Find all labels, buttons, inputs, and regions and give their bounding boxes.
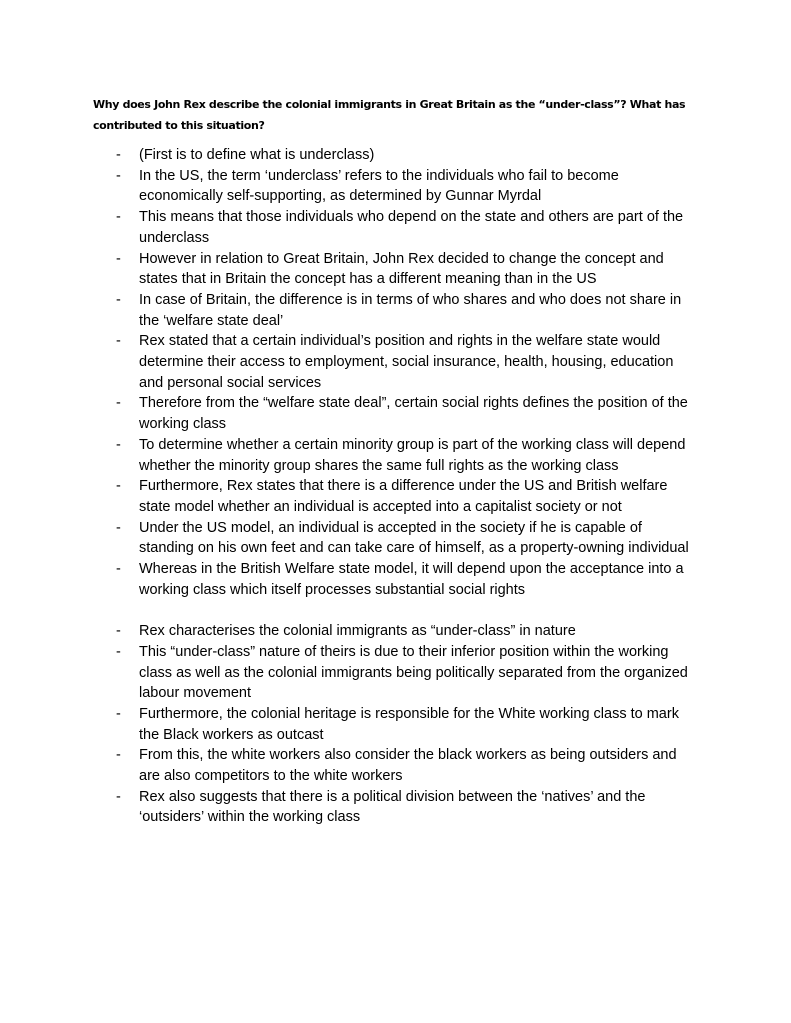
list-item-text: From this, the white workers also consider the black workers as being outsiders and are also competitors to the white workers <box>139 747 677 785</box>
list-item <box>0 249 699 290</box>
bullet-dash: - <box>116 747 121 764</box>
bullet-dash: - <box>116 333 121 350</box>
bullet-dash: - <box>116 436 121 453</box>
bullet-dash: - <box>116 519 121 536</box>
list-item <box>0 207 699 248</box>
list-item-text: Whereas in the British Welfare state model, it will depend upon the acceptance into a working class which itself processes substantial social rights <box>139 561 684 598</box>
list-item <box>0 476 699 517</box>
list-item-text: Therefore from the “welfare state deal”, certain social rights defines the position of the working class <box>139 395 688 433</box>
list-item <box>0 166 699 207</box>
bullet-dash: - <box>116 643 121 660</box>
list-item <box>0 745 699 786</box>
list-item-text: This “under-class” nature of theirs is due to their inferior position within the working class as well as the colonial immigrants being politically separated from the organized labour movement <box>139 643 688 702</box>
bullet-dash: - <box>116 788 121 805</box>
list-item <box>0 518 699 559</box>
list-item-text: (First is to define what is underclass) <box>139 147 375 163</box>
list-item-text: Furthermore, Rex states that there is a difference under the US and British welfare state model whether an individual is accepted into a capitalist society or not <box>139 478 668 515</box>
list-item-text: To determine whether a certain minority group is part of the working class will depend whether the minority group shares the same full rights as the working class <box>139 436 686 474</box>
bullet-dash: - <box>116 705 121 722</box>
list-item <box>0 393 699 434</box>
question-heading: Why does John Rex describe the colonial immigrants in Great Britain as the “under-class”? What has contributed to this situation? <box>93 98 686 132</box>
list-item <box>0 787 699 828</box>
bullet-dash: - <box>116 561 121 578</box>
bullet-dash: - <box>116 478 121 495</box>
bullet-dash: - <box>116 147 121 163</box>
list-item <box>0 642 699 704</box>
list-item <box>0 704 699 745</box>
bullet-dash: - <box>116 209 121 226</box>
list-item-text: In case of Britain, the difference is in terms of who shares and who does not share in the ‘welfare state deal’ <box>139 291 682 329</box>
list-spacer <box>0 600 699 621</box>
bullet-dash: - <box>116 250 121 267</box>
bullet-dash: - <box>116 291 121 308</box>
list-item <box>0 331 699 393</box>
list-item <box>0 621 699 642</box>
bullet-dash: - <box>116 623 121 640</box>
list-item-text: Rex characterises the colonial immigrants as “under-class” in nature <box>139 623 576 640</box>
list-item <box>0 145 699 166</box>
list-item <box>0 290 699 331</box>
list-item-text: Rex stated that a certain individual’s position and rights in the welfare state would determine their access to employment, social insurance, health, housing, education and personal social services <box>139 333 674 391</box>
list-item-text: This means that those individuals who depend on the state and others are part of the underclass <box>139 209 684 246</box>
list-item <box>0 435 699 476</box>
list-item-text: Rex also suggests that there is a political division between the ‘natives’ and the ‘outsiders’ within the working class <box>139 788 646 826</box>
list-item-text: However in relation to Great Britain, John Rex decided to change the concept and states that in Britain the concept has a different meaning than in the US <box>139 250 664 288</box>
list-item <box>0 559 699 600</box>
bullet-dash: - <box>116 395 121 412</box>
list-item-text: In the US, the term ‘underclass’ refers to the individuals who fail to become economically self-supporting, as determined by Gunnar Myrdal <box>139 167 619 205</box>
list-item-text: Under the US model, an individual is accepted in the society if he is capable of standing on his own feet and can take care of himself, as a property-owning individual <box>139 519 689 557</box>
notes-list <box>0 145 791 828</box>
list-item-text: Furthermore, the colonial heritage is responsible for the White working class to mark the Black workers as outcast <box>139 705 679 743</box>
bullet-dash: - <box>116 167 121 184</box>
